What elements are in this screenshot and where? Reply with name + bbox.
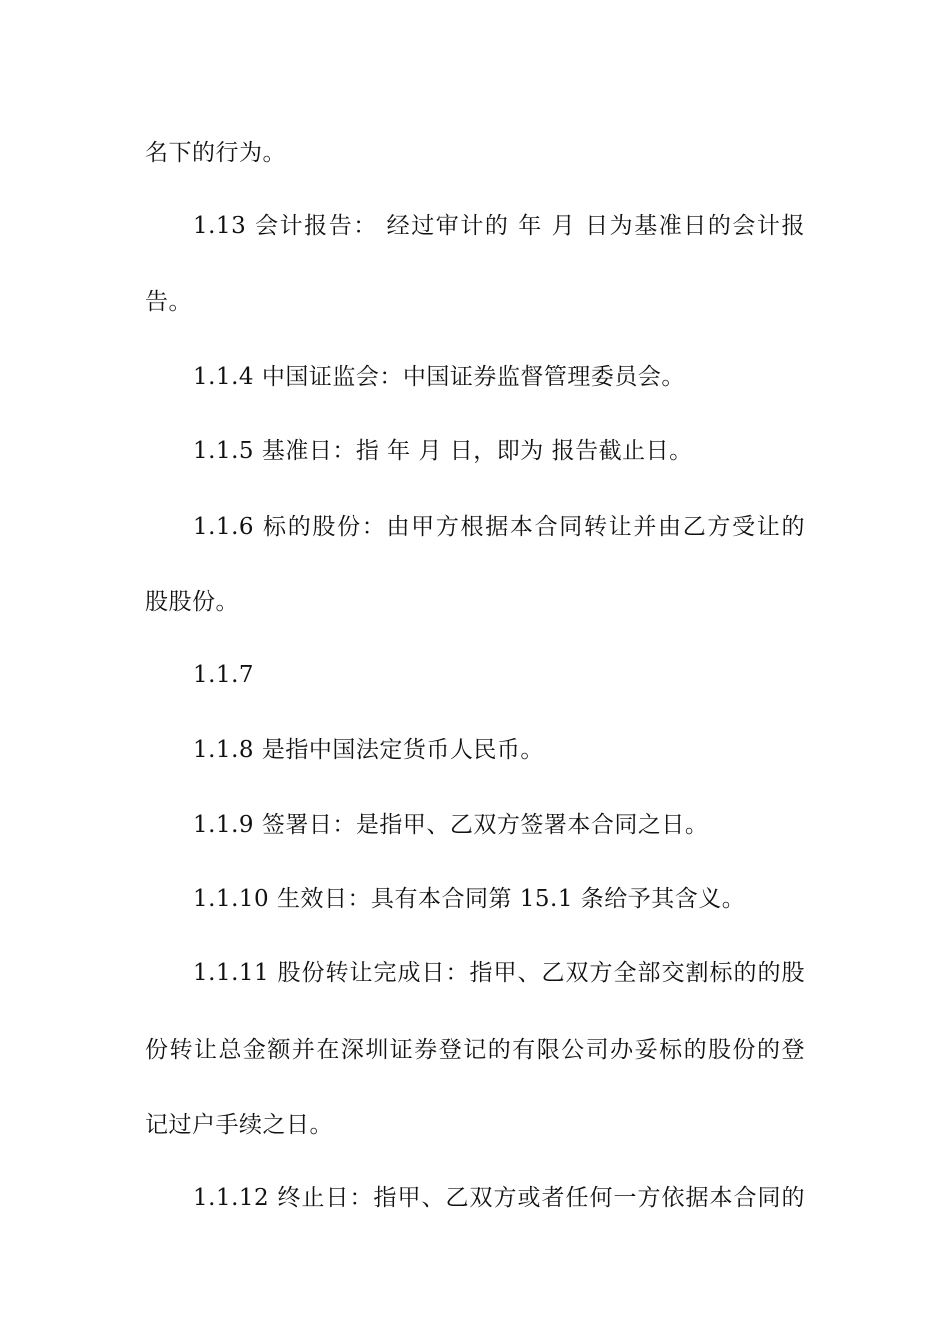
text-line: 1.1.10 生效日：具有本合同第 15.1 条给予其含义。 — [193, 886, 746, 912]
text-line: 1.1.8 是指中国法定货币人民币。 — [193, 737, 544, 763]
text-line: 告。 — [145, 289, 192, 315]
text-line: 股股份。 — [145, 589, 239, 615]
text-line: 1.1.11 股份转让完成日：指甲、乙双方全部交割标的的股 — [193, 960, 805, 986]
text-line: 1.1.9 签署日：是指甲、乙双方签署本合同之日。 — [193, 812, 709, 838]
text-line: 1.13 会计报告： 经过审计的 年 月 日为基准日的会计报 — [193, 213, 805, 239]
text-line: 1.1.12 终止日：指甲、乙双方或者任何一方依据本合同的 — [193, 1185, 805, 1211]
text-line: 1.1.4 中国证监会：中国证券监督管理委员会。 — [193, 364, 685, 390]
text-line: 名下的行为。 — [145, 140, 286, 166]
text-line: 1.1.7 — [193, 662, 255, 688]
text-line: 份转让总金额并在深圳证券登记的有限公司办妥标的股份的登 — [145, 1037, 805, 1063]
text-line: 1.1.6 标的股份：由甲方根据本合同转让并由乙方受让的 — [193, 514, 805, 540]
text-line: 记过户手续之日。 — [145, 1112, 333, 1138]
text-line: 1.1.5 基准日：指 年 月 日，即为 报告截止日。 — [193, 438, 693, 464]
